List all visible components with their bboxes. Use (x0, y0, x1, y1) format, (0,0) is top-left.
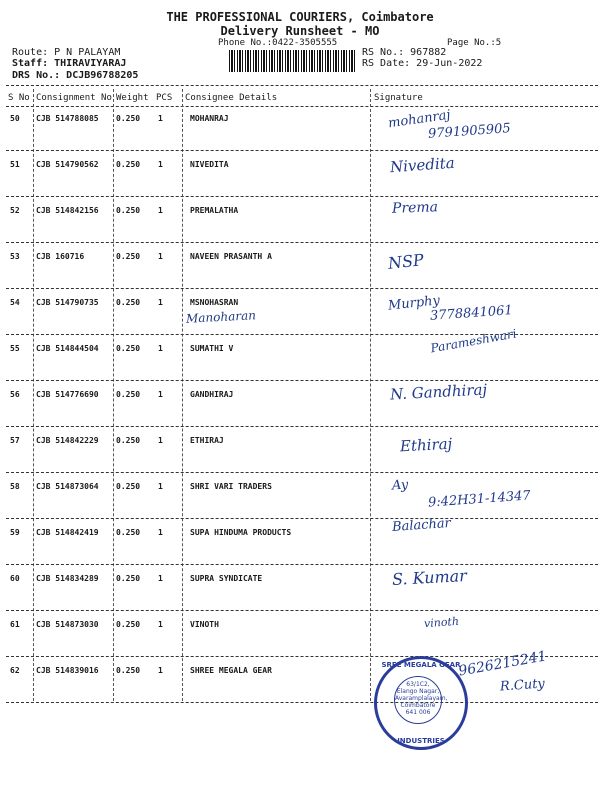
row-consignee: MOHANRAJ (190, 114, 229, 123)
stamp-ring-bottom: INDUSTRIES (397, 737, 445, 745)
route: Route: P N PALAYAM (12, 47, 121, 58)
row-consignment-no: CJB 514842229 (36, 436, 99, 445)
row-consignee: GANDHIRAJ (190, 390, 234, 399)
row-consignee: SUPA HINDUMA PRODUCTS (190, 528, 292, 537)
row-sno: 50 (10, 114, 20, 123)
col-header-sno: S No (8, 93, 30, 103)
stamp-address (394, 676, 448, 724)
row-signature: Balachar (391, 515, 452, 536)
row-consignee: SUMATHI V (190, 344, 234, 353)
row-pcs: 1 (158, 390, 163, 399)
row-sno: 62 (10, 666, 20, 675)
stamp-line: 641 006 (405, 709, 431, 716)
barcode (229, 50, 357, 72)
stamp-line: 63/1C2, (406, 681, 430, 688)
page-number: Page No.:5 (447, 38, 502, 48)
row-pcs: 1 (158, 114, 163, 123)
row-pcs: 1 (158, 666, 163, 675)
row-signature: NSP (387, 250, 425, 273)
row-consignee: NAVEEN PRASANTH A (190, 252, 272, 261)
row-signature: vinoth (423, 614, 460, 631)
row-weight: 0.250 (116, 436, 141, 445)
row-weight: 0.250 (116, 160, 141, 169)
row-consignment-no: CJB 514839016 (36, 666, 99, 675)
row-consignee: MSNOHASRAN (190, 298, 239, 307)
row-divider (6, 288, 598, 289)
row-signature: 9626215241 (457, 648, 548, 680)
row-sno: 54 (10, 298, 20, 307)
row-consignment-no: CJB 514790735 (36, 298, 99, 307)
row-pcs: 1 (158, 482, 163, 491)
row-weight: 0.250 (116, 666, 141, 675)
row-consignee: SUPRA SYNDICATE (190, 574, 263, 583)
row-consignee: ETHIRAJ (190, 436, 224, 445)
row-sno: 59 (10, 528, 20, 537)
row-pcs: 1 (158, 344, 163, 353)
col-header-consignment: Consignment No (36, 93, 112, 103)
row-weight: 0.250 (116, 574, 141, 583)
row-signature: Ethiraj (399, 434, 453, 456)
company-title: THE PROFESSIONAL COURIERS, Coimbatore (166, 10, 434, 24)
row-pcs: 1 (158, 620, 163, 629)
rs-number: RS No.: 967882 (362, 47, 447, 58)
row-signature: mohanraj (387, 107, 452, 132)
drs-number: DRS No.: DCJB96788205 (12, 70, 139, 81)
row-divider (6, 610, 598, 611)
header-rule-top (6, 85, 598, 86)
row-divider (6, 242, 598, 243)
stamp-line: Coimbatore (400, 702, 436, 709)
row-consignment-no: CJB 514842156 (36, 206, 99, 215)
row-divider (6, 380, 598, 381)
row-handwritten-number: R.Cuty (499, 676, 546, 695)
row-sno: 60 (10, 574, 20, 583)
row-consignment-no: CJB 514776690 (36, 390, 99, 399)
row-divider (6, 702, 598, 703)
col-header-signature: Signature (374, 93, 423, 103)
phone-number: Phone No.:0422-3505555 (218, 38, 338, 48)
header-rule-bottom (6, 106, 598, 107)
row-weight: 0.250 (116, 482, 141, 491)
row-handwritten-number: 3778841061 (429, 303, 514, 324)
row-pcs: 1 (158, 160, 163, 169)
row-signature: Parameshwari (429, 326, 518, 356)
row-pcs: 1 (158, 206, 163, 215)
row-consignment-no: CJB 514873030 (36, 620, 99, 629)
company-stamp (374, 656, 468, 750)
row-sno: 51 (10, 160, 20, 169)
row-consignment-no: CJB 514834289 (36, 574, 99, 583)
row-divider (6, 564, 598, 565)
row-weight: 0.250 (116, 298, 141, 307)
row-consignment-no: CJB 514790562 (36, 160, 99, 169)
row-divider (6, 518, 598, 519)
row-weight: 0.250 (116, 252, 141, 261)
row-weight: 0.250 (116, 344, 141, 353)
stamp-line: Elango Nagar, (396, 688, 440, 695)
document-title: Delivery Runsheet - MO (220, 24, 380, 38)
row-consignment-no: CJB 160716 (36, 252, 85, 261)
row-signature: Murphy (387, 293, 441, 314)
row-divider (6, 196, 598, 197)
rs-date: RS Date: 29-Jun-2022 (362, 58, 483, 69)
row-sno: 52 (10, 206, 20, 215)
row-sno: 55 (10, 344, 20, 353)
row-consignment-no: CJB 514844504 (36, 344, 99, 353)
row-pcs: 1 (158, 252, 163, 261)
row-sno: 61 (10, 620, 20, 629)
row-pcs: 1 (158, 574, 163, 583)
row-weight: 0.250 (116, 620, 141, 629)
row-consignment-no: CJB 514873064 (36, 482, 99, 491)
row-consignee: SHREE MEGALA GEAR (190, 666, 272, 675)
row-divider (6, 472, 598, 473)
stamp-ring-top: SREE MEGALA GEAR (381, 661, 461, 669)
col-header-consignee: Consignee Details (185, 93, 278, 103)
row-pcs: 1 (158, 528, 163, 537)
row-consignment-no: CJB 514842419 (36, 528, 99, 537)
row-divider (6, 426, 598, 427)
row-consignment-no: CJB 514788085 (36, 114, 99, 123)
row-signature: Prema (391, 199, 439, 217)
row-consignee: PREMALATHA (190, 206, 239, 215)
row-sno: 57 (10, 436, 20, 445)
row-handwritten-number: 9791905905 (427, 121, 512, 142)
row-consignee: NIVEDITA (190, 160, 229, 169)
row-consignee: VINOTH (190, 620, 219, 629)
row-consignee: SHRI VARI TRADERS (190, 482, 272, 491)
row-sno: 58 (10, 482, 20, 491)
row-signature: N. Gandhiraj (389, 380, 488, 404)
row-weight: 0.250 (116, 114, 141, 123)
staff: Staff: THIRAVIYARAJ (12, 58, 127, 69)
row-signature: Nivedita (389, 153, 456, 177)
row-handwritten-number: 9:42H31-14347 (427, 488, 532, 511)
row-divider (6, 150, 598, 151)
col-header-weight: Weight (116, 93, 149, 103)
row-weight: 0.250 (116, 528, 141, 537)
row-weight: 0.250 (116, 206, 141, 215)
row-signature: S. Kumar (391, 566, 468, 589)
row-handwritten-note: Manoharan (185, 308, 257, 326)
row-sno: 56 (10, 390, 20, 399)
row-pcs: 1 (158, 298, 163, 307)
row-signature: Ay (391, 477, 409, 494)
row-pcs: 1 (158, 436, 163, 445)
stamp-line: Avaramplalayam, (395, 695, 448, 702)
row-weight: 0.250 (116, 390, 141, 399)
col-header-pcs: PCS (156, 93, 173, 103)
row-sno: 53 (10, 252, 20, 261)
